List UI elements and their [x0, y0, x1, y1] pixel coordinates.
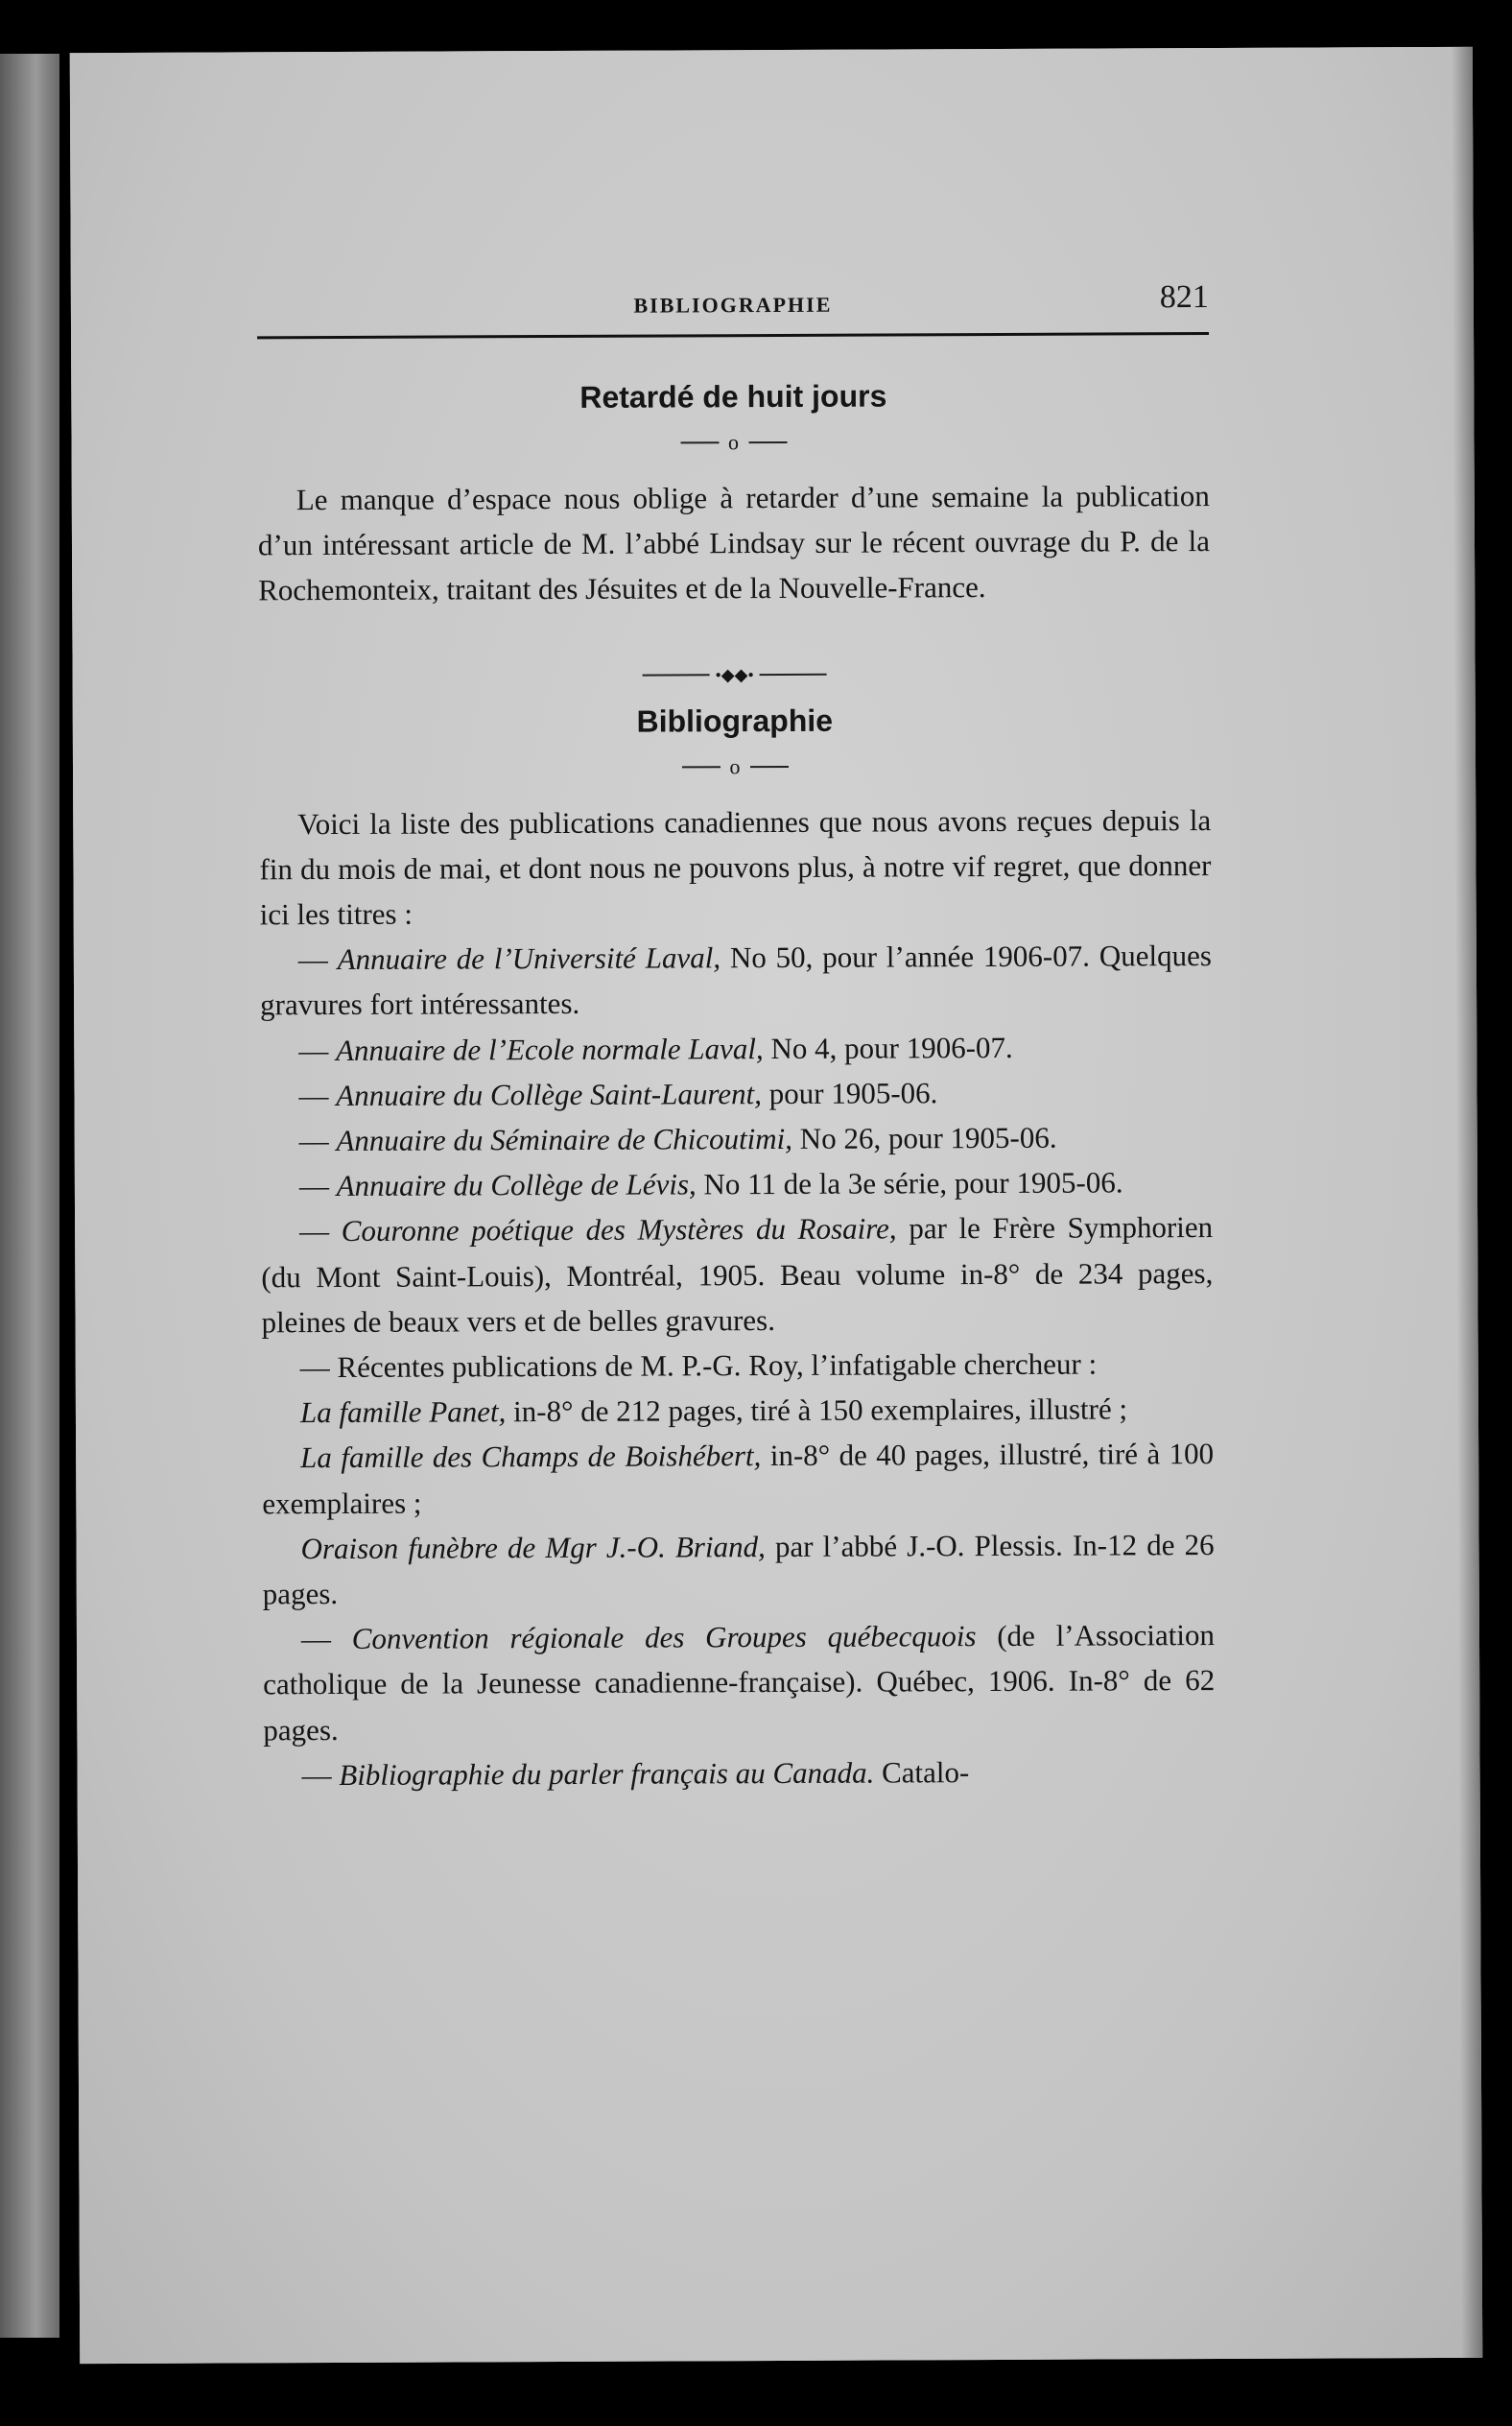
bibliography-entry: — Récentes publications de M. P.-G. Roy, l’infatigable chercheur :: [299, 1346, 1098, 1385]
bibliography-entry: — Convention régionale des Groupes québecquois (de l’Association catholique de la Jeunesse canadienne-française). Québec, 1906. In-8° de 62 pages.: [263, 1618, 1216, 1747]
entry-title: La famille Panet,: [299, 1394, 507, 1430]
entry-title: Annuaire de l’Université Laval,: [337, 940, 721, 977]
entry-title: Annuaire du Collège de Lévis,: [336, 1167, 697, 1203]
entry-title: Annuaire du Collège Saint-Laurent,: [336, 1076, 763, 1112]
notice-paragraph: Le manque d’espace nous oblige à retarder d’une semaine la publication d’un intéressant article de M. l’abbé Lindsay sur le récent ouvrage du P. de la Rochemonteix, traitant des Jésuites et de la Nouvelle-France.: [257, 478, 1211, 607]
facing-page-edge: [0, 54, 59, 2338]
bibliography-entry: Oraison funèbre de Mgr J.-O. Briand, par l’abbé J.-O. Plessis. In-12 de 26 pages.: [262, 1527, 1215, 1611]
bibliography-entry: — Bibliographie du parler français au Canada. Catalo-: [301, 1754, 970, 1792]
bibliography-entry: La famille des Champs de Boishébert, in-8° de 40 pages, illustré, tiré à 100 exemplaires ;: [262, 1437, 1215, 1520]
entry-title: Annuaire du Séminaire de Chicoutimi,: [336, 1121, 793, 1157]
bibliography-entry: La famille Panet, in-8° de 212 pages, tiré à 150 exemplaires, illustré ;: [299, 1391, 1128, 1430]
bibliography-entry: — Annuaire de l’Université Laval, No 50, pour l’année 1906-07. Quelques gravures fort intéressantes.: [260, 939, 1212, 1022]
bibliography-entry: — Couronne poétique des Mystères du Rosaire, par le Frère Symphorien (du Mont Saint-Louis), Montréal, 1905. Beau volume in-8° de 234 pages, pleines de beaux vers et de belles gravures.: [261, 1210, 1214, 1340]
separator-o: o: [257, 417, 1209, 465]
entry-title: Convention régionale des Groupes québecquois: [351, 1619, 977, 1656]
separator-o: o: [259, 742, 1211, 790]
entry-title: Annuaire de l’Ecole normale Laval,: [335, 1031, 764, 1067]
section-ornament: •◆◆•: [258, 648, 1210, 690]
entry-title: Couronne poétique des Mystères du Rosaire,: [341, 1211, 897, 1249]
bibliography-entry: — Annuaire du Séminaire de Chicoutimi, No 26, pour 1905-06.: [298, 1120, 1057, 1158]
running-head: [257, 274, 1209, 328]
page-number: 821: [1159, 279, 1209, 316]
entry-title: Oraison funèbre de Mgr J.-O. Briand,: [300, 1529, 766, 1565]
bibliography-entry: — Annuaire du Collège Saint-Laurent, pour 1905-06.: [298, 1075, 938, 1112]
page-shadow: [1452, 47, 1483, 2358]
entry-title: Bibliographie du parler français au Canada.: [339, 1755, 875, 1792]
bibliography-list: [260, 933, 1216, 1797]
bibliography-entry: — Annuaire de l’Ecole normale Laval, No 4, pour 1906-07.: [298, 1030, 1013, 1067]
entry-title: La famille des Champs de Boishébert,: [300, 1439, 762, 1475]
section-title-bibliographie: Bibliographie: [636, 702, 834, 739]
page-content: [257, 274, 1216, 1797]
running-title: BIBLIOGRAPHIE: [633, 292, 833, 318]
bibliography-entry: — Annuaire du Collège de Lévis, No 11 de la 3e série, pour 1905-06.: [298, 1165, 1123, 1203]
header-rule: [257, 332, 1209, 339]
section-title-retarde: Retardé de huit jours: [579, 378, 887, 415]
bibliography-intro: Voici la liste des publications canadiennes que nous avons reçues depuis la fin du mois de mai, et dont nous ne pouvons plus, à notre vif regret, que donner ici les titres :: [259, 802, 1212, 932]
book-page: [70, 47, 1482, 2364]
